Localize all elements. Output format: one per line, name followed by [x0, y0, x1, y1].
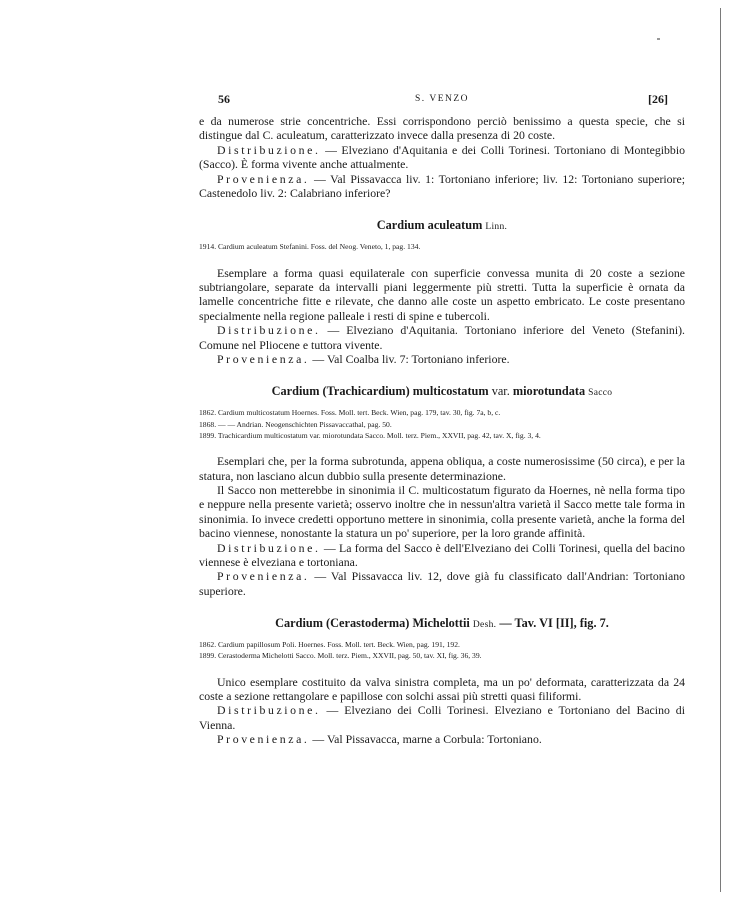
section-number: [26]: [648, 92, 668, 106]
species-plate-reference: — Tav. VI [II], fig. 7.: [496, 616, 609, 631]
intro-provenienza: [199, 172, 685, 201]
species-name: Cardium (Trachicardium) multicostatum: [271, 384, 489, 399]
distribuzione-text: — Elveziano dei Colli Torinesi. Elveziano e Tortoniano del Bacino di Vienna.: [199, 703, 685, 732]
distribuzione-text: — Elveziano d'Aquitania e dei Colli Torinesi. Tortoniano di Montegibbio (Sacco). È forma vivente anche attualmente.: [199, 142, 685, 172]
species-provenienza: [199, 569, 685, 598]
synonymy-entry: 1899. Cerastoderma Michelotti Sacco. Moll. terz. Piem., XXVII, pag. 50, tav. XI, fig. 36, 39.: [199, 651, 482, 661]
provenienza-text: — Val Pissavacca liv. 12, dove già fu classificato dall'Andrian: Tortoniano superiore.: [199, 569, 685, 598]
synonymy-list: [199, 241, 685, 252]
species-variety-marker: var.: [491, 384, 510, 399]
synonymy-list: [199, 407, 685, 441]
species-author: Desh.: [472, 620, 497, 631]
synonymy-entry: 1868. — — Andrian. Neogenschichten Pissavaccathal, pag. 50.: [199, 419, 392, 429]
distribuzione-label: Distribuzione.: [217, 540, 321, 555]
provenienza-label: Provenienza.: [217, 171, 310, 186]
provenienza-label: Provenienza.: [217, 732, 310, 747]
species-description: Unico esemplare costituito da valva sinistra completa, ma un po' deformata, caratterizzata da 24 coste a sezione rettangolare e papillose con solchi assai più stretti quasi filiformi.: [199, 674, 685, 703]
synonymy-list: [199, 639, 685, 661]
synonymy-entry: 1899. Trachicardium multicostatum var. miorotundata Sacco. Moll. terz. Piem., XXVII, pag. 42, tav. X, fig. 3, 4.: [199, 430, 541, 440]
species-description: Esemplare a forma quasi equilaterale con superficie convessa munita di 20 coste a sezione subtriangolare, separate da intervalli piani leggermente più stretti. Tutta la superficie è ornata da lamelle concentriche fitte e rilevate, che danno alle coste un aspetto embricato. Le coste presentano specialmente nella regione palleale i resti di spine e tubercoli.: [199, 265, 685, 323]
distribuzione-label: Distribuzione.: [217, 142, 321, 157]
species-title-michelottii: [199, 615, 685, 633]
running-head-author: S. VENZO: [414, 94, 470, 104]
provenienza-label: Provenienza.: [217, 352, 310, 367]
intro-continuation: e da numerose strie concentriche. Essi corrispondono perciò benissimo a questa specie, che si distingue dal C. aculeatum, caratterizzato invece dalla presenza di 20 coste.: [199, 114, 685, 143]
species-distribuzione: [199, 541, 685, 570]
species-variety-name: miorotundata: [512, 384, 586, 399]
species-name: Cardium (Cerastoderma) Michelottii: [275, 616, 470, 631]
species-name: Cardium aculeatum: [376, 218, 483, 233]
intro-distribuzione: [199, 143, 685, 172]
running-head: [199, 92, 685, 114]
species-title-multicostatum: [199, 383, 685, 401]
page-content: [199, 92, 685, 747]
page-edge-line: [720, 8, 721, 892]
species-provenienza: [199, 352, 685, 366]
species-provenienza: [199, 732, 685, 746]
species-title-aculeatum: [199, 217, 685, 235]
distribuzione-label: Distribuzione.: [217, 323, 321, 338]
species-distribuzione: [199, 703, 685, 732]
species-author: Sacco: [588, 388, 613, 399]
provenienza-text: — Val Pissavacca, marne a Corbula: Tortoniano.: [309, 732, 542, 747]
provenienza-label: Provenienza.: [217, 569, 310, 584]
scan-mark: [657, 38, 660, 40]
distribuzione-label: Distribuzione.: [217, 703, 321, 718]
page-number: 56: [218, 92, 230, 106]
species-author: Linn.: [485, 222, 508, 233]
distribuzione-text: — La forma del Sacco è dell'Elveziano dei Colli Torinesi, quella del bacino viennese è elveziana e tortoniana.: [199, 540, 685, 569]
synonymy-entry: 1914. Cardium aculeatum Stefanini. Foss. del Neog. Veneto, 1, pag. 134.: [199, 242, 421, 252]
species-distribuzione: [199, 323, 685, 352]
provenienza-text: — Val Pissavacca liv. 1: Tortoniano inferiore; liv. 12: Tortoniano superiore; Castenedolo liv. 2: Calabriano inferiore?: [199, 171, 685, 201]
synonymy-entry: 1862. Cardium multicostatum Hoernes. Foss. Moll. tert. Beck. Wien, pag. 179, tav. 30, fig. 7a, b, c.: [199, 408, 501, 418]
synonymy-entry: 1862. Cardium papillosum Poli. Hoernes. Foss. Moll. tert. Beck. Wien, pag. 191, 192.: [199, 640, 460, 650]
distribuzione-text: — Elveziano d'Aquitania. Tortoniano inferiore del Veneto (Stefanini). Comune nel Pliocene e tuttora vivente.: [199, 323, 685, 352]
provenienza-text: — Val Coalba liv. 7: Tortoniano inferiore.: [309, 352, 510, 367]
species-discussion: Il Sacco non metterebbe in sinonimia il C. multicostatum figurato da Hoernes, nè nella forma tipo e neppure nella presente varietà; osservo inoltre che in nessun'altra varietà il Sacco mette tale forma in sinonimia. Io invece credetti opportuno mettere in sinonimia, colla presente varietà, anche la forma del bacino viennese, nonostante la statura un po' superiore, per la loro grande affinità.: [199, 482, 685, 541]
species-description: Esemplari che, per la forma subrotunda, appena obliqua, a coste numerosissime (50 circa), e per la statura, non lasciano alcun dubbio sulla presente determinazione.: [199, 454, 685, 483]
